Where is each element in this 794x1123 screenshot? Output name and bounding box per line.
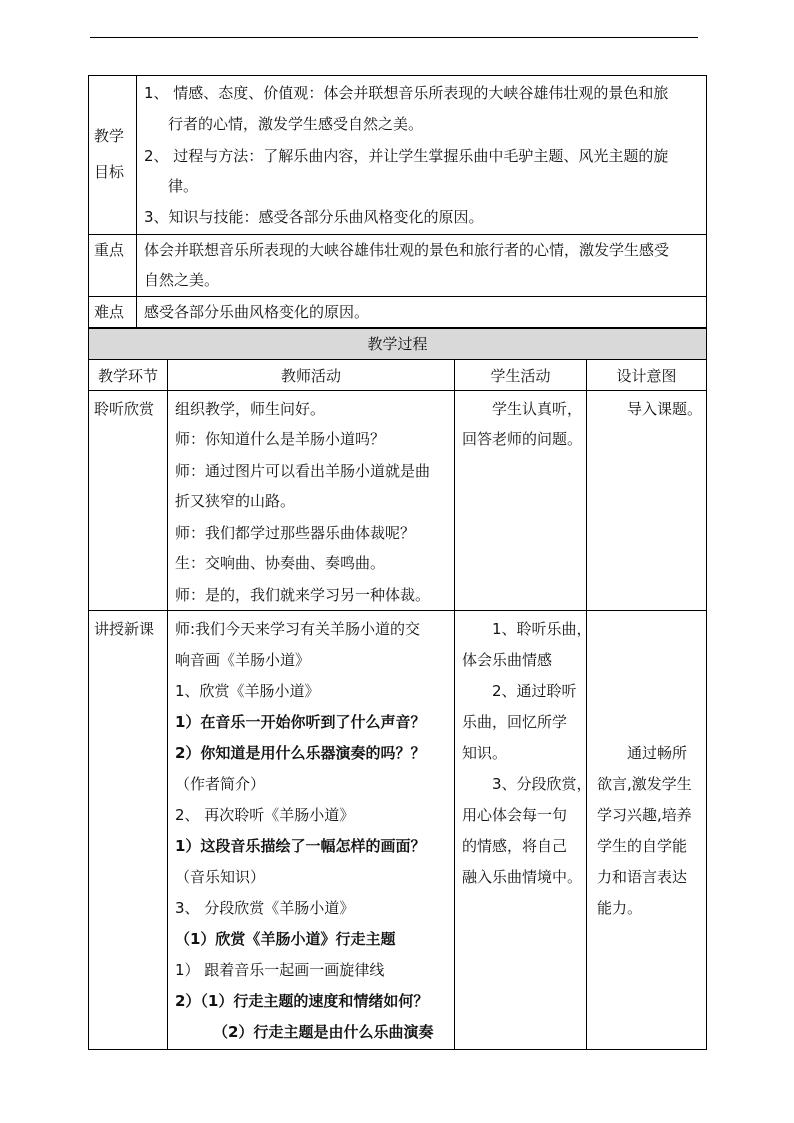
header-stage: 教学环节	[97, 367, 158, 385]
header-cell	[454, 359, 587, 391]
objective-line: 2、 过程与方法：了解乐曲内容，并让学生掌握乐曲中毛驴主题、风光主题的旋	[144, 147, 669, 165]
section1-student-cell	[454, 390, 587, 611]
student-line: 知识。	[462, 744, 508, 762]
teacher-line: 1、欣赏《羊肠小道》	[175, 682, 320, 700]
student-line: 2、通过聆听	[492, 682, 577, 700]
teacher-line: 响音画《羊肠小道》	[175, 651, 311, 669]
section1-teacher-cell	[167, 390, 455, 611]
teacher-line: 2）（1）行走主题的速度和情绪如何？	[175, 992, 429, 1010]
intent-text: 导入课题。	[627, 400, 703, 418]
teacher-line: 师：你知道什么是羊肠小道吗？	[175, 430, 386, 448]
objectives-content-cell	[136, 75, 707, 235]
objectives-label-2: 目标	[94, 163, 125, 181]
header-cell	[586, 359, 707, 391]
student-line: 体会乐曲情感	[462, 651, 553, 669]
section2-teacher-cell	[167, 610, 455, 1050]
objectives-label-1: 教学	[94, 127, 125, 145]
teacher-line: 师：通过图片可以看出羊肠小道就是曲	[175, 462, 431, 480]
teacher-line: 师：我们都学过那些器乐曲体裁呢？	[175, 524, 416, 542]
key-point-label-cell	[88, 234, 137, 297]
key-point-line: 体会并联想音乐所表现的大峡谷雄伟壮观的景色和旅行者的心情，激发学生感受	[144, 241, 670, 259]
objective-line: 3、知识与技能：感受各部分乐曲风格变化的原因。	[144, 208, 484, 226]
intent-line: 力和语言表达	[597, 868, 688, 886]
key-point-label: 重点	[94, 241, 125, 259]
intent-line: 欲言,激发学生	[597, 775, 692, 793]
teacher-line: （音乐知识）	[175, 868, 266, 886]
teacher-line: 2）你知道是用什么乐器演奏的吗？？	[175, 744, 426, 762]
intent-line: 通过畅所	[627, 744, 688, 762]
objective-line: 律。	[168, 177, 199, 195]
teacher-line: （作者简介）	[175, 775, 266, 793]
teacher-line: 1） 跟着音乐一起画一画旋律线	[175, 961, 385, 979]
intent-line: 能力。	[597, 899, 643, 917]
student-line: 学生认真听，	[492, 400, 583, 418]
teacher-line: （1）欣赏《羊肠小道》行走主题	[175, 930, 396, 948]
student-line: 的情感，将自己	[462, 837, 568, 855]
section2-label-cell	[88, 610, 168, 1050]
teacher-line: 3、 分段欣赏《羊肠小道》	[175, 899, 355, 917]
student-line: 1、聆听乐曲，	[492, 620, 592, 638]
teacher-line: 生：交响曲、协奏曲、奏鸣曲。	[175, 554, 386, 572]
teacher-line: 折又狭窄的山路。	[175, 492, 296, 510]
header-rule	[90, 37, 698, 38]
student-line: 乐曲，回忆所学	[462, 713, 568, 731]
intent-line: 学生的自学能	[597, 837, 688, 855]
teacher-line: 1）这段音乐描绘了一幅怎样的画面？	[175, 837, 426, 855]
teacher-line: （2）行走主题是由什么乐曲演奏	[213, 1023, 434, 1041]
teacher-line: 师:我们今天来学习有关羊肠小道的交	[175, 620, 421, 638]
section1-label-cell	[88, 390, 168, 611]
teacher-line: 2、 再次聆听《羊肠小道》	[175, 806, 355, 824]
header-cell	[88, 359, 168, 391]
teacher-line: 组织教学，师生问好。	[175, 400, 326, 418]
header-intent: 设计意图	[616, 367, 677, 385]
objectives-label-cell	[88, 75, 137, 235]
objective-line: 行者的心情，激发学生感受自然之美。	[168, 115, 424, 133]
header-cell	[167, 359, 455, 391]
process-title: 教学过程	[367, 335, 428, 353]
header-student: 学生活动	[490, 367, 551, 385]
key-point-line: 自然之美。	[144, 271, 220, 289]
section2-student-cell	[454, 610, 592, 1050]
section2-label: 讲授新课	[94, 620, 155, 638]
student-line: 回答老师的问题。	[462, 430, 583, 448]
key-point-content-cell	[136, 234, 707, 297]
section1-intent-cell	[586, 390, 707, 611]
intent-line: 学习兴趣,培养	[597, 806, 692, 824]
header-teacher: 教师活动	[280, 367, 341, 385]
difficulty-label: 难点	[94, 303, 125, 321]
student-line: 3、分段欣赏，	[492, 775, 592, 793]
teacher-line: 师：是的，我们就来学习另一种体裁。	[175, 586, 431, 604]
section1-label: 聆听欣赏	[94, 400, 155, 418]
section2-intent-cell	[586, 610, 707, 1050]
teacher-line: 1）在音乐一开始你听到了什么声音？	[175, 713, 426, 731]
student-line: 用心体会每一句	[462, 806, 568, 824]
process-title-row	[88, 328, 707, 360]
difficulty-label-cell	[88, 296, 137, 328]
student-line: 融入乐曲情境中。	[462, 868, 583, 886]
difficulty-content-cell	[136, 296, 707, 328]
difficulty-text: 感受各部分乐曲风格变化的原因。	[144, 303, 370, 321]
objective-line: 1、 情感、态度、价值观：体会并联想音乐所表现的大峡谷雄伟壮观的景色和旅	[144, 84, 669, 102]
